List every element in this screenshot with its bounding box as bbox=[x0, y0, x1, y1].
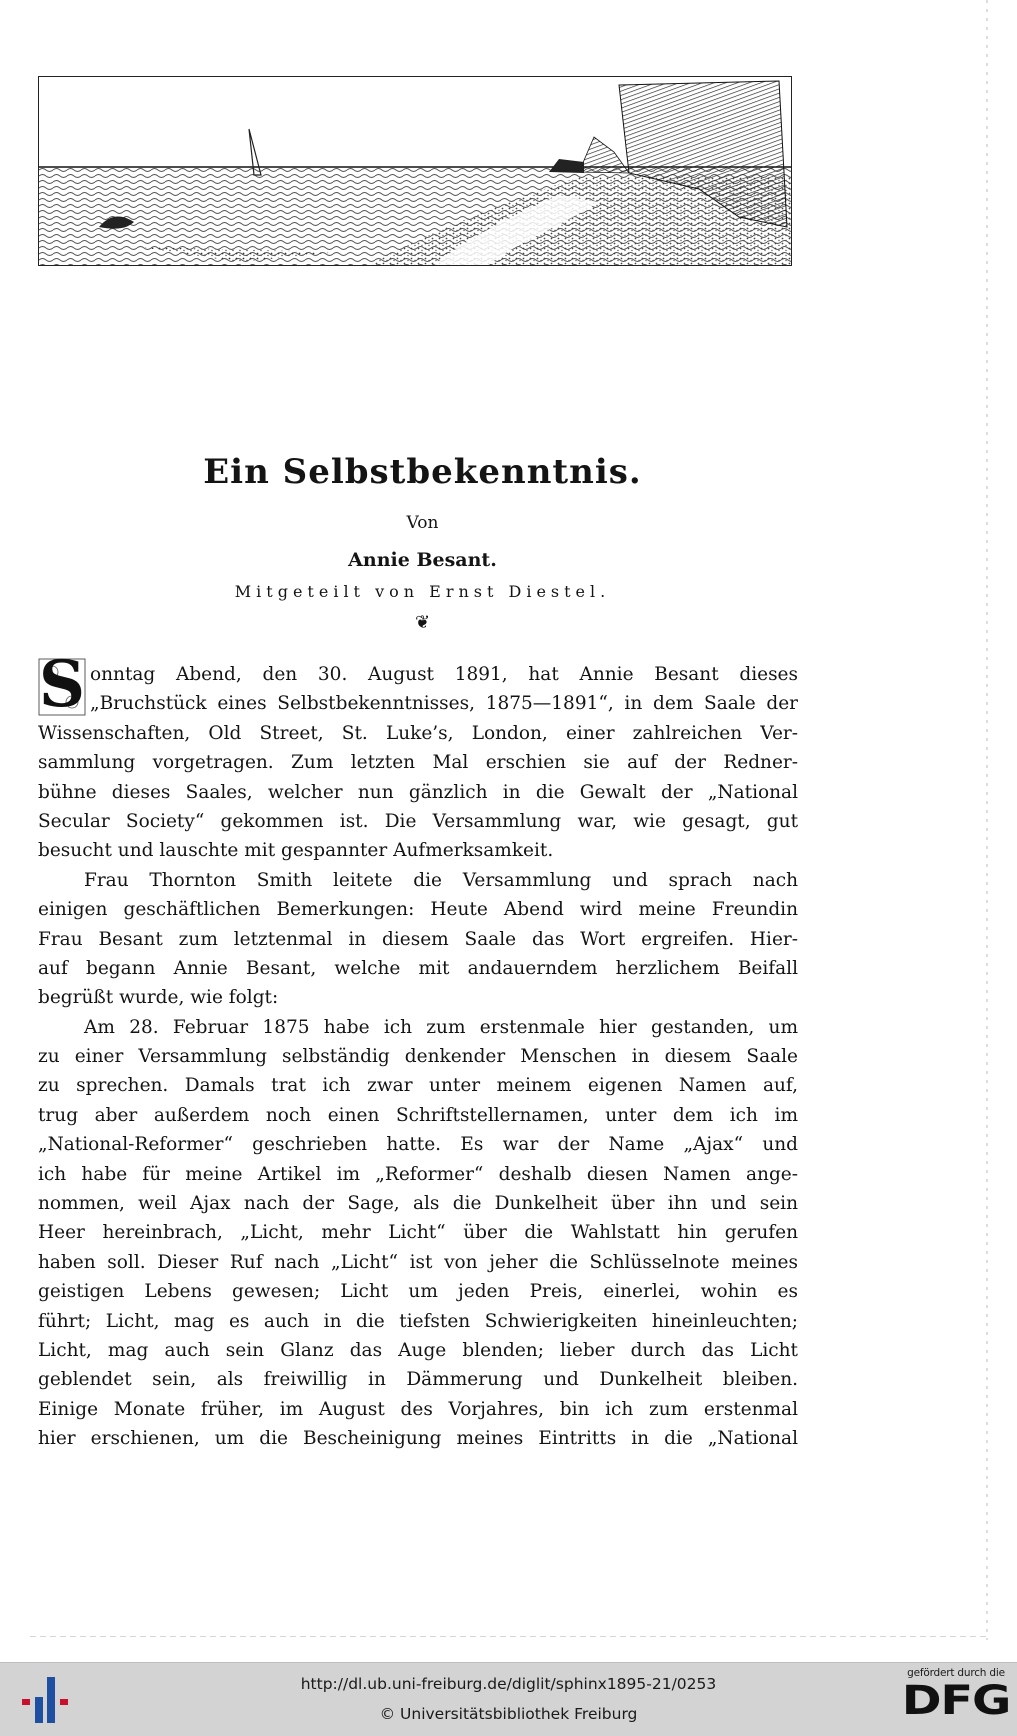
text-line: Licht, mag auch sein Glanz das Auge blenden; lieber durch das Licht bbox=[38, 1339, 798, 1361]
text-line: „National-Reformer“ geschrieben hatte. Es war der Name „Ajax“ und bbox=[38, 1134, 798, 1156]
rock bbox=[549, 159, 584, 173]
drop-cap: S bbox=[38, 647, 86, 722]
text-line: Frau Besant zum letztenmal in diesem Saale das Wort ergreifen. Hier- bbox=[38, 928, 798, 950]
text-line: Frau Thornton Smith leitete die Versammlung und sprach nach bbox=[84, 869, 798, 891]
seascape-engraving bbox=[39, 77, 791, 265]
text-line: sammlung vorgetragen. Zum letzten Mal erschien sie auf der Redner- bbox=[38, 752, 798, 774]
text-line: zu einer Versammlung selbständig denkender Menschen in diesem Saale bbox=[38, 1046, 798, 1068]
text-line: Einige Monate früher, im August des Vorjahres, bin ich zum erstenmal bbox=[38, 1398, 798, 1420]
text-line: einigen geschäftlichen Bemerkungen: Heute Abend wird meine Freundin bbox=[38, 899, 798, 921]
text-line: nommen, weil Ajax nach der Sage, als die Dunkelheit über ihn und sein bbox=[38, 1193, 798, 1215]
text-line: haben soll. Dieser Ruf nach „Licht“ ist von jeher die Schlüsselnote meines bbox=[38, 1251, 798, 1273]
text-line: hier erschienen, um die Bescheinigung meines Eintritts in die „National bbox=[38, 1428, 798, 1450]
funding-caption: gefördert durch die bbox=[907, 1667, 1005, 1679]
communicated-by: Mitgeteilt von Ernst Diestel. bbox=[234, 582, 611, 601]
text-line: Wissenschaften, Old Street, St. Luke’s, London, einer zahlreichen Ver- bbox=[38, 722, 798, 744]
text-line: „Bruchstück eines Selbstbekenntnisses, 1875—1891“, in dem Saale der bbox=[90, 693, 798, 715]
text-line: führt; Licht, mag es auch in die tiefsten Schwierigkeiten hineinleuchten; bbox=[38, 1310, 798, 1332]
text-line: auf begann Annie Besant, welche mit andauerndem herzlichem Beifall bbox=[38, 957, 798, 979]
permalink-url[interactable]: http://dl.ub.uni-freiburg.de/diglit/sphinx1895-21/0253 bbox=[300, 1675, 717, 1693]
ornament-icon: ❦ bbox=[414, 612, 431, 633]
text-line: onntag Abend, den 30. August 1891, hat Annie Besant dieses bbox=[90, 664, 798, 685]
text-line: Secular Society“ gekommen ist. Die Versammlung war, wie gesagt, gut bbox=[38, 810, 798, 832]
footer-bar bbox=[0, 1662, 1017, 1736]
text-line: geistigen Lebens gewesen; Licht um jeden Preis, einerlei, wohin es bbox=[38, 1281, 798, 1303]
text-line: zu sprechen. Damals trat ich zwar unter meinem eigenen Namen auf, bbox=[38, 1075, 798, 1097]
text-line: begrüßt wurde, wie folgt: bbox=[38, 987, 279, 1009]
dfg-funding-logo[interactable] bbox=[900, 1667, 1012, 1733]
rock-spire bbox=[579, 137, 629, 173]
text-line: ich habe für meine Artikel im „Reformer“ deshalb diesen Namen ange- bbox=[38, 1163, 798, 1185]
text-line: trug aber außerdem noch einen Schriftstellernamen, unter dem ich im bbox=[38, 1104, 798, 1126]
article-body bbox=[38, 660, 798, 1454]
text-line: geblendet sein, als freiwillig in Dämmerung und Dunkelheit bleiben. bbox=[38, 1369, 798, 1391]
page-bottom-edge bbox=[30, 1636, 990, 1637]
text-line: bühne dieses Saales, welcher nun gänzlich in die Gewalt der „National bbox=[38, 781, 798, 803]
page-edge-artifact bbox=[986, 0, 988, 1640]
text-line: Am 28. Februar 1875 habe ich zum erstenmale hier gestanden, um bbox=[84, 1016, 798, 1038]
text-line: Heer hereinbrach, „Licht, mehr Licht“ über die Wahlstatt hin gerufen bbox=[38, 1222, 798, 1244]
text-line: besucht und lauschte mit gespannter Aufmerksamkeit. bbox=[38, 840, 554, 862]
copyright-notice: © Universitätsbibliothek Freiburg bbox=[379, 1705, 638, 1723]
byline-prefix: Von bbox=[406, 513, 439, 533]
author-name: Annie Besant. bbox=[348, 549, 497, 571]
article-title: Ein Selbstbekenntnis. bbox=[203, 452, 642, 492]
dfg-logo-icon: DFG bbox=[901, 1678, 1011, 1724]
header-illustration bbox=[38, 76, 792, 266]
